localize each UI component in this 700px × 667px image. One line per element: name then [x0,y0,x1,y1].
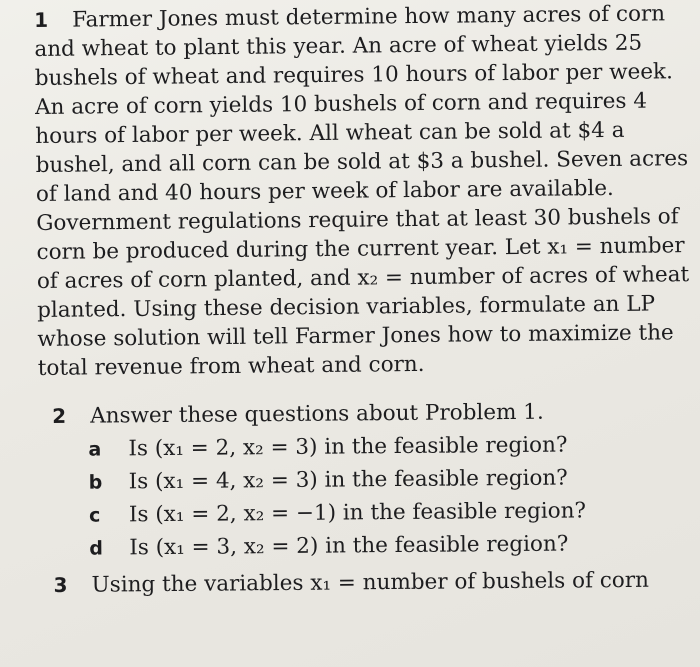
problem-number: 1 [34,7,49,32]
problem-number: 2 [52,403,67,428]
problem-3 [53,564,673,602]
problem-1-line: total revenue from wheat and corn. [37,351,425,381]
problem-2 [52,395,674,602]
problem-1-line: of acres of corn planted, and x₂ = number of acres of wheat [36,262,690,294]
item-text: Is (x₁ = 4, x₂ = 3) in the feasible region? [128,465,568,495]
item-letter: a [88,438,102,461]
problem-1 [34,0,690,383]
problem-1-line: corn be produced during the current year. Let x₁ = number [36,233,685,265]
problem-text: Answer these questions about Problem 1. [90,399,544,429]
item-text: Is (x₁ = 2, x₂ = −1) in the feasible region? [128,498,587,528]
problem-1-line: of land and 40 hours per week of labor are available. [35,175,614,207]
item-text: Is (x₁ = 3, x₂ = 2) in the feasible region? [129,531,569,561]
problem-number: 3 [53,572,68,597]
problem-1-line: An acre of corn yields 10 bushels of corn and requires 4 [34,88,648,120]
question-item-a [52,428,672,466]
question-item-d [53,527,673,565]
problem-2-intro [52,395,672,433]
question-item-c [53,494,673,532]
problem-1-line: Government regulations require that at least 30 bushels of [36,204,679,236]
item-letter: d [89,537,104,560]
problem-1-line: and wheat to plant this year. An acre of wheat yields 25 [34,30,643,62]
problem-1-line: whose solution will tell Farmer Jones how to maximize the [37,320,674,352]
item-letter: c [88,504,101,527]
problem-text: Farmer Jones must determine how many acres of corn [72,1,666,33]
problem-1-line: bushel, and all corn can be sold at $3 a bushel. Seven acres [35,146,689,178]
item-text: Is (x₁ = 2, x₂ = 3) in the feasible region? [128,432,568,462]
problem-1-line: planted. Using these decision variables, formulate an LP [37,291,656,323]
problem-1-line: bushels of wheat and requires 10 hours of labor per week. [34,59,673,91]
question-item-b [53,461,673,499]
item-letter: b [88,471,103,494]
problem-text: Using the variables x₁ = number of bushels of corn [91,567,650,598]
problem-1-line: hours of labor per week. All wheat can be sold at $4 a [35,117,625,149]
